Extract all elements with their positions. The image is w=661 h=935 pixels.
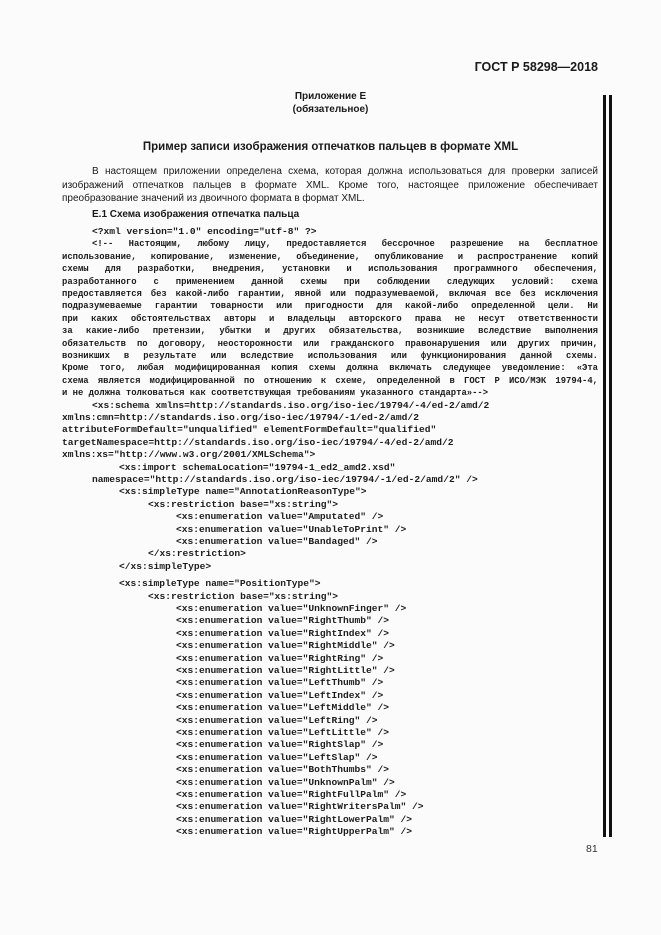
code-line: <xs:restriction base="xs:string">: [148, 498, 338, 510]
change-bar: [609, 95, 612, 837]
code-line: разработанного с применением данной схемы при соблюдении следующих условий: схема: [62, 276, 598, 287]
code-line: <xs:enumeration value="RightMiddle" />: [176, 640, 395, 652]
code-line: </xs:restriction>: [148, 548, 246, 560]
appendix-status: (обязательное): [292, 104, 369, 115]
code-line: <xs:enumeration value="LeftThumb" />: [176, 677, 384, 689]
section-heading: Е.1 Схема изображения отпечатка пальца: [92, 209, 300, 220]
code-line: <xs:enumeration value="UnknownPalm" />: [176, 776, 395, 788]
code-line: <xs:enumeration value="LeftLittle" />: [176, 727, 390, 738]
code-line: <xs:enumeration value="BothThumbs" />: [176, 764, 390, 776]
page-number: 81: [586, 843, 598, 855]
code-line: <xs:enumeration value="LeftSlap" />: [176, 751, 378, 763]
code-line: <xs:simpleType name="AnnotationReasonType">: [119, 486, 367, 498]
code-line: <xs:enumeration value="LeftMiddle" />: [176, 702, 390, 714]
code-line: <xs:simpleType name="PositionType">: [119, 578, 321, 590]
code-line: xmlns:xs="http://www.w3.org/2001/XMLSchema">: [62, 449, 316, 461]
code-line: Кроме того, любая модифицированная копия схемы должна включать следующее уведомление: «Эта: [62, 363, 598, 374]
code-line: за какие-либо претензии, убытки и других обязательства, возникшие вследствие выполнения: [62, 326, 598, 337]
code-line: <!-- Настоящим, любому лицу, предоставляется бессрочное разрешение на бесплатное: [92, 239, 598, 250]
code-line: <xs:schema xmlns=http://standards.iso.org/iso-iec/19794/-4/ed-2/amd/2: [92, 399, 490, 411]
code-line: <xs:enumeration value="RightThumb" />: [176, 615, 390, 627]
code-line: <xs:enumeration value="Bandaged" />: [176, 536, 378, 547]
code-line: <xs:enumeration value="RightIndex" />: [176, 627, 390, 639]
code-line: </xs:simpleType>: [119, 560, 212, 572]
code-line: <?xml version="1.0" encoding="utf-8" ?>: [92, 226, 317, 237]
page-title: Пример записи изображения отпечатков пальцев в формате XML: [142, 141, 519, 153]
code-line: <xs:import schemaLocation="19794-1_ed2_amd2.xsd": [119, 461, 396, 473]
code-line: <xs:enumeration value="RightUpperPalm" />: [176, 826, 413, 838]
code-line: подразумеваемые гарантии товарности или пригодности для какой-либо определенной цели. Ни: [62, 301, 598, 312]
code-line: <xs:enumeration value="RightLowerPalm" />: [176, 813, 413, 825]
code-line: attributeFormDefault="unqualified" elementFormDefault="qualified": [62, 424, 437, 436]
code-line: использование, копирование, изменение, объединение, опубликование и распространение копий: [62, 251, 598, 262]
code-line: схема является модифицированной по отношению к схеме, определенной в ГОСТ Р ИСО/МЭК 19794-4,: [62, 375, 598, 386]
code-line: возникших в результате или вследствие использования или функционирования данной схемы.: [62, 351, 598, 361]
code-line: <xs:enumeration value="RightWritersPalm" />: [176, 801, 424, 813]
code-line: <xs:enumeration value="LeftRing" />: [176, 714, 378, 726]
code-line: обязательств по договору, неосторожности или гражданского правонарушения или других причин,: [62, 338, 598, 349]
code-line: <xs:enumeration value="UnknownFinger" />: [176, 603, 407, 614]
code-line: и не должна толковаться как соответствующая требованиям указанного стандарта»-->: [62, 388, 489, 399]
code-line: <xs:enumeration value="RightRing" />: [176, 652, 384, 664]
code-line: <xs:enumeration value="RightLittle" />: [176, 665, 395, 676]
code-line: <xs:enumeration value="RightFullPalm" />: [176, 789, 407, 800]
code-line: <xs:enumeration value="LeftIndex" />: [176, 689, 384, 701]
code-line: namespace="http://standards.iso.org/iso-iec/19794/-1/ed-2/amd/2" />: [92, 474, 478, 485]
code-line: <xs:enumeration value="UnableToPrint" />: [176, 523, 407, 535]
intro-paragraph: В настоящем приложении определена схема, которая должна использоваться для проверки записей изображений отпечатков пальцев в формате XML. Кроме того, настоящее приложение обеспечивает преобразование значений из двоичного формата в формат XML.: [62, 166, 598, 205]
code-line: targetNamespace=http://standards.iso.org/iso-iec/19794/-4/ed-2/amd/2: [62, 436, 454, 448]
code-line: <xs:restriction base="xs:string">: [148, 590, 338, 602]
appendix-label: Приложение Е: [294, 91, 367, 102]
code-line: <xs:enumeration value="Amputated" />: [176, 511, 384, 523]
code-line: при каких обстоятельствах авторы и владельцы авторского права не несут ответственности: [62, 313, 598, 324]
code-line: <xs:enumeration value="RightSlap" />: [176, 739, 384, 751]
code-line: предоставляется без какой-либо гарантии, явной или подразумеваемой, включая все без исключения: [62, 289, 598, 299]
change-bar: [603, 95, 606, 837]
standard-designation: ГОСТ Р 58298—2018: [474, 60, 598, 74]
code-line: xmlns:cmn=http://standards.iso.org/iso-iec/19794/-1/ed-2/amd/2: [62, 412, 419, 423]
code-line: схемы для разработки, внедрения, установки и использования программного обеспечения,: [62, 264, 598, 275]
